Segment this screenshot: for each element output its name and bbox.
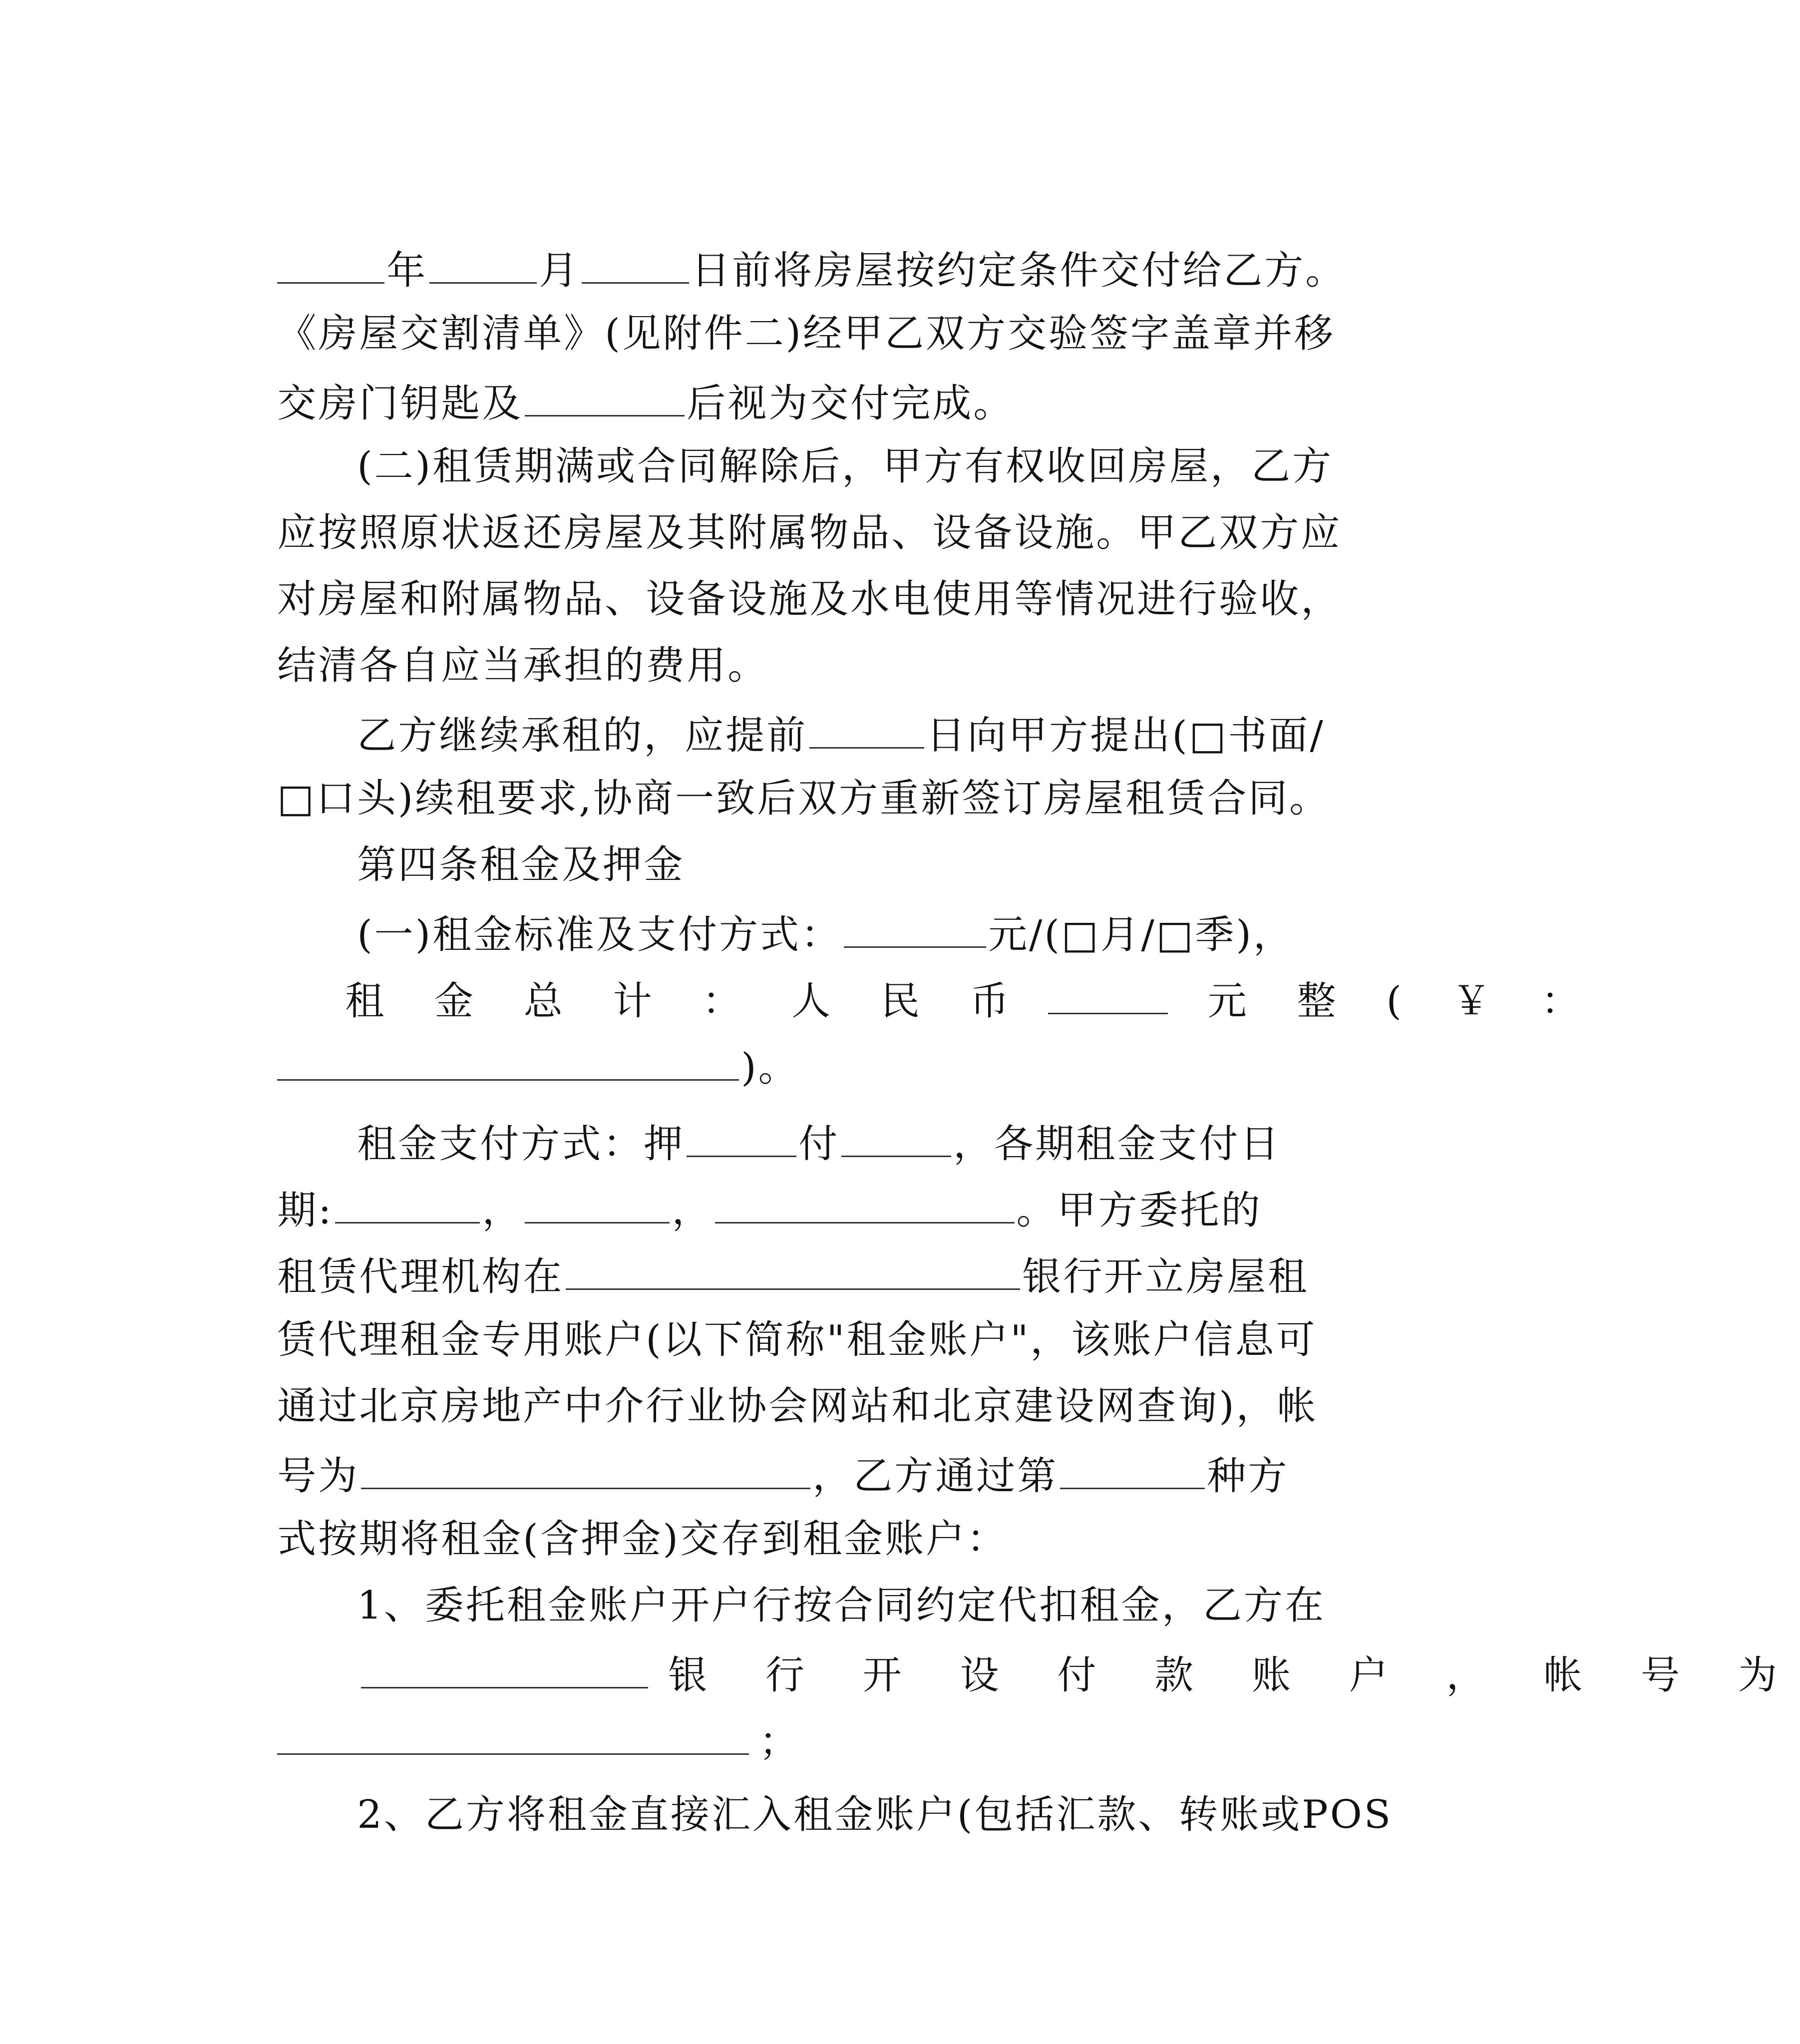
text-line-12a: 租 金 总 计 ： 人 民 币	[345, 979, 1028, 1024]
text-line-8b: 日向甲方提出(□书面/	[926, 713, 1325, 758]
text-month: 月	[539, 248, 580, 293]
text-line-9: □口头)续租要求,协商一致后双方重新签订房屋租赁合同。	[277, 776, 1331, 821]
text-line-16a: 租赁代理机构在	[277, 1254, 564, 1299]
text-line-15b: ，	[482, 1188, 523, 1233]
text-line-15c: ，	[672, 1188, 713, 1233]
text-line-3b: 后视为交付完成。	[687, 381, 1015, 426]
text-line-2: 《房屋交割清单》(见附件二)经甲乙双方交验签字盖章并移	[277, 311, 1336, 356]
blank-total-rent[interactable]	[1048, 973, 1168, 1014]
text-line-4: (二)租赁期满或合同解除后，甲方有权收回房屋，乙方	[357, 444, 1334, 489]
doc-line-24	[300, 1740, 1393, 1890]
text-line-19c: 种方	[1207, 1454, 1289, 1499]
text-line-15a: 期:	[277, 1188, 334, 1233]
text-line-14b: 付	[798, 1122, 840, 1167]
text-line-1: 日前将房屋按约定条件交付给乙方。	[691, 248, 1347, 293]
text-line-22: 银 行 开 设 付 款 账 户 ， 帐 号 为	[668, 1653, 1800, 1698]
text-line-13: )。	[741, 1045, 799, 1090]
blank-method-number[interactable]	[1060, 1448, 1205, 1489]
text-line-21: 1、委托租金账户开户行按合同约定代扣租金，乙方在	[357, 1583, 1326, 1628]
text-line-14a: 租金支付方式：押	[357, 1122, 685, 1167]
text-line-19b: ，乙方通过第	[812, 1454, 1059, 1499]
text-line-7: 结清各自应当承担的费用。	[277, 643, 769, 688]
text-line-5: 应按照原状返还房屋及其附属物品、设备设施。甲乙双方应	[277, 510, 1342, 555]
text-line-24: 2、乙方将租金直接汇入租金账户(包括汇款、转账或POS	[357, 1792, 1393, 1837]
text-line-23: ；	[759, 1719, 800, 1764]
text-line-14c: ，各期租金支付日	[953, 1122, 1281, 1167]
text-line-11a: (一)租金标准及支付方式：	[357, 912, 842, 957]
text-year: 年	[386, 248, 428, 293]
section-heading-rent-deposit: 第四条租金及押金	[357, 842, 685, 887]
text-line-12b: 元 整 ( ￥ ：	[1207, 979, 1599, 1024]
text-line-18: 通过北京房地产中介行业协会网站和北京建设网查询)，帐	[277, 1384, 1318, 1429]
text-line-6: 对房屋和附属物品、设备设施及水电使用等情况进行验收，	[277, 577, 1342, 622]
text-line-3a: 交房门钥匙及	[277, 381, 523, 426]
text-line-19a: 号为	[277, 1454, 360, 1499]
text-line-20: 式按期将租金(含押金)交存到租金账户：	[277, 1517, 1008, 1562]
text-line-15d: 。甲方委托的	[1016, 1188, 1262, 1233]
text-line-17: 赁代理租金专用账户(以下简称"租金账户"，该账户信息可	[277, 1317, 1317, 1362]
text-line-16b: 银行开立房屋租	[1022, 1254, 1309, 1299]
text-line-8a: 乙方继续承租的，应提前	[357, 713, 808, 758]
text-line-11b: 元/(□月/□季)，	[988, 912, 1294, 957]
